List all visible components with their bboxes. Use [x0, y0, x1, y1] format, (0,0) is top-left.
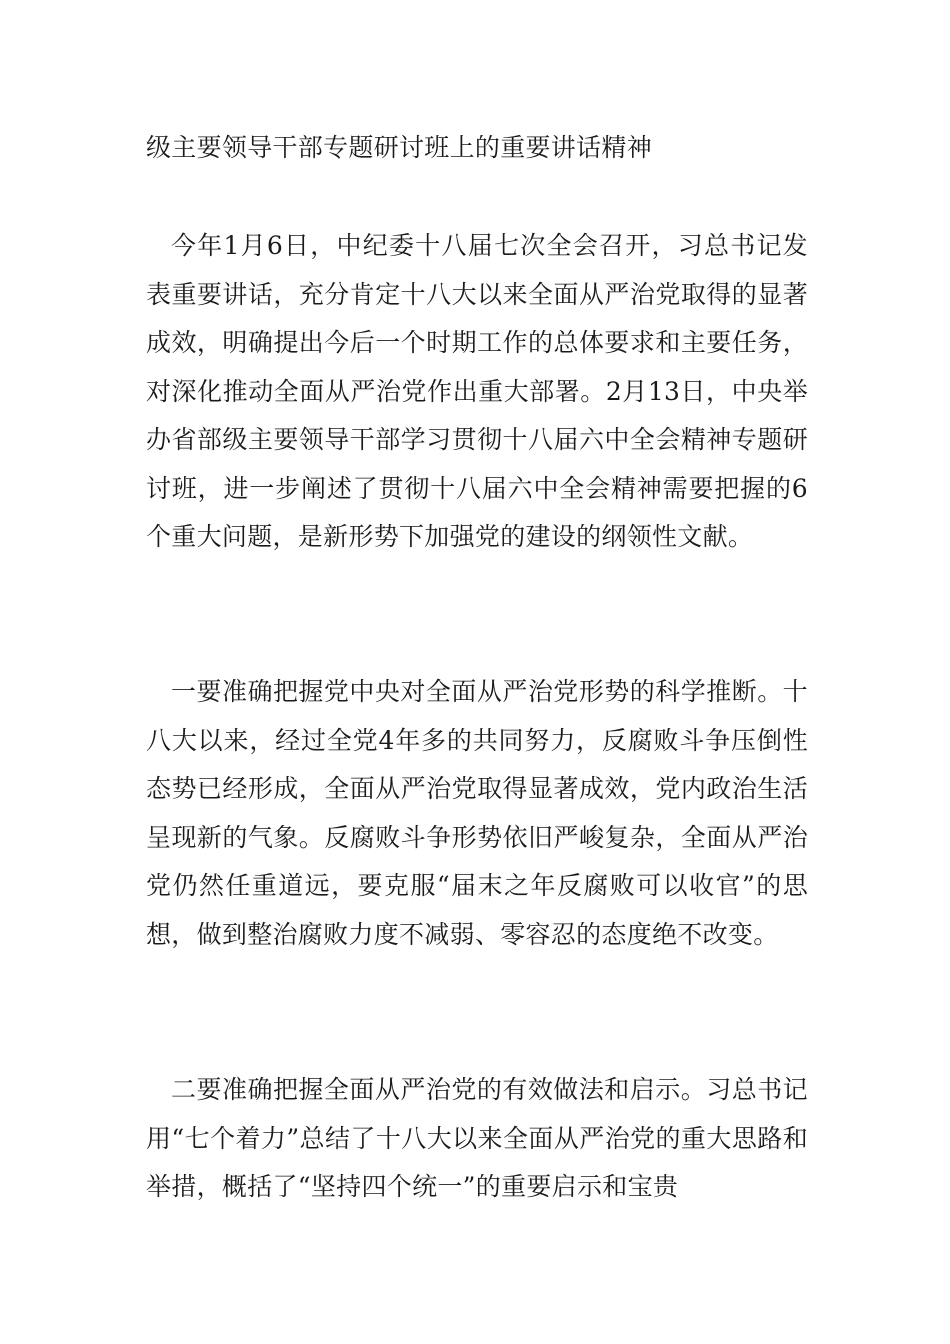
paragraph-1: 今年1月6日，中纪委十八届七次全会召开，习总书记发表重要讲话，充分肯定十八大以来全面从严治党取得的显著成效，明确提出今后一个时期工作的总体要求和主要任务，对深化推动全面从严治党作出重大部署。2月13日，中央举办省部级主要领导干部学习贯彻十八届六中全会精神专题研讨班，进一步阐述了贯彻十八届六中全会精神需要把握的6个重大问题，是新形势下加强党的建设的纲领性文献。 [146, 231, 808, 551]
paragraph-block-2 [146, 668, 808, 959]
heading-fragment-block [146, 124, 808, 173]
paragraph-3: 二要准确把握全面从严治党的有效做法和启示。习总书记用“七个着力”总结了十八大以来全面从严治党的重大思路和举措，概括了“坚持四个统一”的重要启示和宝贵 [146, 1075, 808, 1201]
heading-fragment: 级主要领导干部专题研讨班上的重要讲话精神 [146, 133, 653, 162]
paragraph-block-1 [146, 222, 808, 562]
paragraph-2: 一要准确把握党中央对全面从严治党形势的科学推断。十八大以来，经过全党4年多的共同努力，反腐败斗争压倒性态势已经形成，全面从严治党取得显著成效，党内政治生活呈现新的气象。反腐败斗争形势依旧严峻复杂，全面从严治党仍然任重道远，要克服“届末之年反腐败可以收官”的思想，做到整治腐败力度不减弱、零容忍的态度绝不改变。 [146, 677, 808, 949]
paragraph-block-3 [146, 1066, 808, 1212]
